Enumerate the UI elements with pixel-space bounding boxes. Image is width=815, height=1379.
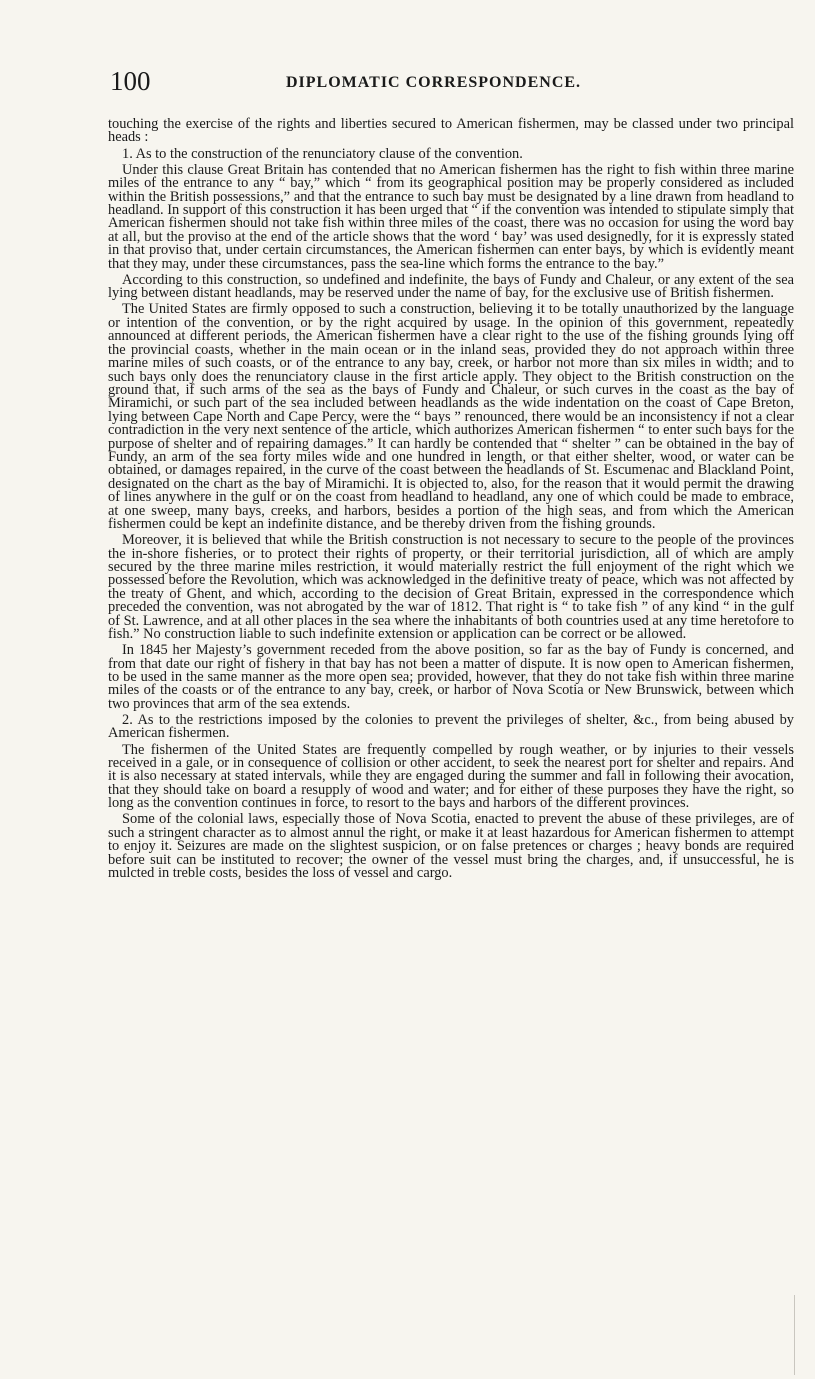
paragraph: touching the exercise of the rights and liberties secured to American fishermen, may be classed under two principal heads : (108, 116, 794, 146)
paragraph: 2. As to the restrictions imposed by the colonies to prevent the privileges of shelter, &c., from being abused by American fishermen. (108, 712, 794, 742)
paragraph: Under this clause Great Britain has contended that no American fishermen has the right to fish within three marine miles of the entrance to any “ bay,” which “ from its geographical position may be properly considered as included within the British possessions,” and that the entrance to such bay must be designated by a line drawn from headland to headland. In support of this construction it has been urged that “ if the convention was intended to stipulate simply that American fishermen should not take fish within three miles of the coast, there was no occasion for using the word bay at all, but the proviso at the end of the article shows that the word ‘ bay’ was used designedly, for it is expressly stated in that proviso that, under certain circumstances, the American fishermen can enter bays, by which is evidently meant that they may, under these circumstances, pass the sea-line which forms the entrance to the bay.” (108, 161, 794, 272)
page-header (108, 66, 794, 100)
paragraph: Some of the colonial laws, especially those of Nova Scotia, enacted to prevent the abuse of these privileges, are of such a stringent character as to almost annul the right, or make it at least hazardous for American fishermen to attempt to enjoy it. Seizures are made on the slightest suspicion, or on false pretences or charges ; heavy bonds are required before suit can be instituted to recover; the owner of the vessel must bring the charges, and, if unsuccessful, he is mulcted in treble costs, besides the loss of vessel and cargo. (108, 811, 794, 882)
paragraph: According to this construction, so undefined and indefinite, the bays of Fundy and Chaleur, or any extent of the sea lying between distant headlands, may be reserved under the name of bay, for the exclusive use of British fishermen. (108, 271, 794, 302)
paragraph: Moreover, it is believed that while the British construction is not necessary to secure to the people of the provinces the in-shore fisheries, or to protect their rights of property, or their territorial jurisdiction, all of which are amply secured by the three marine miles restriction, it would materially restrict the full enjoyment of the right which we possessed before the Revolution, which was acknowledged in the definitive treaty of peace, which was not affected by the treaty of Ghent, and which, according to the decision of Great Britain, expressed in the correspondence which preceded the convention, was not abrogated by the war of 1812. That right is “ to take fish ” of any kind “ in the gulf of St. Lawrence, and at all other places in the sea where the inhabitants of both countries used at any time heretofore to fish.” No construction liable to such indefinite extension or application can be correct or be allowed. (108, 532, 794, 643)
running-title: DIPLOMATIC CORRESPONDENCE. (286, 74, 582, 91)
paragraph: The fishermen of the United States are frequently compelled by rough weather, or by injuries to their vessels received in a gale, or in consequence of collision or other accident, to seek the nearest port for shelter and repairs. And it is also necessary at stated intervals, while they are engaged during the summer and fall in following their avocation, that they should take on board a resupply of wood and water; and for either of these purposes they have the right, so long as the convention continues in force, to resort to the bays and harbors of the different provinces. (108, 741, 794, 812)
paragraph: The United States are firmly opposed to such a construction, believing it to be totally unauthorized by the language or intention of the convention, or by the right acquired by usage. In the opinion of this government, repeatedly announced at different periods, the American fishermen have a clear right to the use of the fishing grounds lying off the provincial coasts, whether in the main ocean or in the inland seas, provided they do not approach within three marine miles of such coasts, or of the entrance to any bay, creek, or harbor not more than six miles in width; and to such bays only does the renunciatory clause in the first article apply. They object to the British construction on the ground that, if such arms of the sea as the bays of Fundy and Chaleur, or such curves in the coast as the bay of Miramichi, or such part of the sea included between headlands as the wide indentation on the coast of Cape Breton, lying between Cape North and Cape Percy, were the “ bays ” renounced, there would be an inconsistency if not a clear contradiction in the very next sentence of the article, which authorizes American fishermen “ to enter such bays for the purpose of shelter and of repairing damages.” It can hardly be contended that “ shelter ” can be obtained in the bay of Fundy, an arm of the sea forty miles wide and one hundred in length, or that either shelter, wood, or water can be obtained, or damages repaired, in the curve of the coast between the headlands of St. Escumenac and Blackland Point, designated on the chart as the bay of Miramichi. It is objected to, also, for the reason that it would permit the drawing of lines anywhere in the gulf or on the coast from headland to headland, any one of which could be made to embrace, at one sweep, many bays, creeks, and harbors, besides a portion of the high seas, and from which the American fishermen could be kept an indefinite distance, and be thereby driven from the fishing grounds. (108, 301, 794, 532)
paragraph: In 1845 her Majesty’s government receded from the above position, so far as the bay of Fundy is concerned, and from that date our right of fishery in that bay has not been a matter of dispute. It is now open to American fishermen, to be used in the same manner as the more open sea; provided, however, that they do not take fish within three marine miles of the coasts or of the entrance to any bay, creek, or harbor of Nova Scotia or New Brunswick, between which two provinces that arm of the sea extends. (108, 642, 794, 712)
paragraph: 1. As to the construction of the renunciatory clause of the convention. (122, 145, 523, 162)
body-text (108, 118, 794, 883)
margin-rule (794, 1295, 795, 1375)
page-number: 100 (110, 66, 151, 96)
